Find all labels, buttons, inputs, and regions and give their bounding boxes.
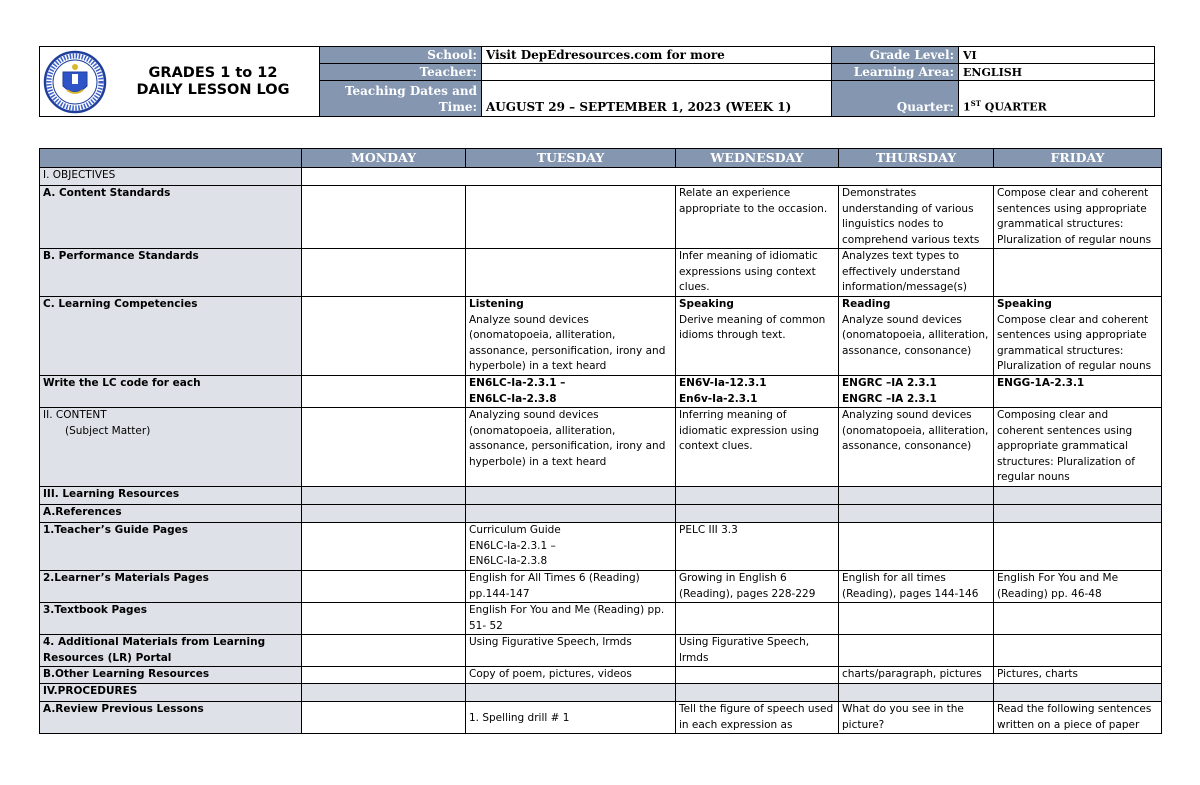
textbook-tue: English For You and Me (Reading) pp. 51- 52 bbox=[466, 603, 676, 635]
learners-materials-thu: English for all times (Reading), pages 144-146 bbox=[839, 571, 994, 603]
content-tue: Analyzing sound devices (onomatopoeia, alliteration, assonance, personification, irony and hyperbole) in a text heard bbox=[466, 408, 676, 487]
lc-code-tue: EN6LC-Ia-2.3.1 – EN6LC-Ia-2.3.8 bbox=[466, 376, 676, 408]
teachers-guide-wed: PELC III 3.3 bbox=[676, 523, 839, 571]
additional-materials-row bbox=[40, 635, 1162, 667]
textbook-row bbox=[40, 603, 1162, 635]
other-resources-tue: Copy of poem, pictures, videos bbox=[466, 667, 676, 684]
content-fri: Composing clear and coherent sentences using appropriate grammatical structures: Pluralization of regular nouns bbox=[994, 408, 1162, 487]
content-standards-fri: Compose clear and coherent sentences using appropriate grammatical structures: Pluralization of regular nouns bbox=[994, 186, 1162, 249]
quarter-label: Quarter: bbox=[832, 81, 959, 117]
title-block bbox=[40, 47, 320, 117]
performance-standards-label: B. Performance Standards bbox=[40, 249, 302, 297]
additional-materials-label: 4. Additional Materials from Learning Resources (LR) Portal bbox=[40, 635, 302, 667]
lc-code-fri: ENGG-1A-2.3.1 bbox=[994, 376, 1162, 408]
grade-level-label: Grade Level: bbox=[832, 47, 959, 64]
additional-materials-tue: Using Figurative Speech, lrmds bbox=[466, 635, 676, 667]
day-monday: MONDAY bbox=[302, 149, 466, 168]
performance-standards-row bbox=[40, 249, 1162, 297]
content-standards-label: A. Content Standards bbox=[40, 186, 302, 249]
title-line-2: DAILY LESSON LOG bbox=[136, 81, 290, 98]
other-resources-fri: Pictures, charts bbox=[994, 667, 1162, 684]
learners-materials-fri: English For You and Me (Reading) pp. 46-48 bbox=[994, 571, 1162, 603]
learning-area-value: ENGLISH bbox=[959, 64, 1155, 81]
review-fri: Read the following sentences written on a piece of paper bbox=[994, 702, 1162, 734]
textbook-label: 3.Textbook Pages bbox=[40, 603, 302, 635]
day-wednesday: WEDNESDAY bbox=[676, 149, 839, 168]
review-thu: What do you see in the picture? bbox=[839, 702, 994, 734]
additional-materials-wed: Using Figurative Speech, lrmds bbox=[676, 635, 839, 667]
content-standards-wed: Relate an experience appropriate to the occasion. bbox=[676, 186, 839, 249]
competencies-tue: Listening Analyze sound devices (onomatopoeia, alliteration, assonance, personification, irony and hyperbole) in a text heard bbox=[466, 297, 676, 376]
learning-resources-label: III. Learning Resources bbox=[40, 487, 302, 505]
references-row bbox=[40, 505, 1162, 523]
teaching-dates-value: AUGUST 29 – SEPTEMBER 1, 2023 (WEEK 1) bbox=[482, 81, 832, 117]
learning-competencies-label: C. Learning Competencies bbox=[40, 297, 302, 376]
school-label: School: bbox=[320, 47, 482, 64]
learning-competencies-row bbox=[40, 297, 1162, 376]
learners-materials-tue: English for All Times 6 (Reading) pp.144-147 bbox=[466, 571, 676, 603]
content-wed: Inferring meaning of idiomatic expression using context clues. bbox=[676, 408, 839, 487]
content-standards-row bbox=[40, 186, 1162, 249]
daily-lesson-log-table bbox=[39, 148, 1162, 734]
other-resources-thu: charts/paragraph, pictures bbox=[839, 667, 994, 684]
objectives-row bbox=[40, 168, 1162, 186]
competencies-wed: Speaking Derive meaning of common idioms through text. bbox=[676, 297, 839, 376]
teacher-value bbox=[482, 64, 832, 81]
content-row bbox=[40, 408, 1162, 487]
other-resources-row bbox=[40, 667, 1162, 684]
title-line-1: GRADES 1 to 12 bbox=[148, 64, 278, 81]
day-friday: FRIDAY bbox=[994, 149, 1162, 168]
learners-materials-row bbox=[40, 571, 1162, 603]
objectives-label: I. OBJECTIVES bbox=[40, 168, 302, 186]
teachers-guide-tue: Curriculum Guide EN6LC-Ia-2.3.1 – EN6LC-Ia-2.3.8 bbox=[466, 523, 676, 571]
learning-area-label: Learning Area: bbox=[832, 64, 959, 81]
day-tuesday: TUESDAY bbox=[466, 149, 676, 168]
day-header-row bbox=[40, 149, 1162, 168]
teachers-guide-label: 1.Teacher’s Guide Pages bbox=[40, 523, 302, 571]
content-thu: Analyzing sound devices (onomatopoeia, alliteration, assonance, consonance) bbox=[839, 408, 994, 487]
lc-code-thu: ENGRC –IA 2.3.1 ENGRC –IA 2.3.1 bbox=[839, 376, 994, 408]
other-resources-label: B.Other Learning Resources bbox=[40, 667, 302, 684]
lc-code-label: Write the LC code for each bbox=[40, 376, 302, 408]
review-wed: Tell the figure of speech used in each expression as bbox=[676, 702, 839, 734]
school-value: Visit DepEdresources.com for more bbox=[482, 47, 832, 64]
teaching-dates-label: Teaching Dates and Time: bbox=[320, 81, 482, 117]
learners-materials-label: 2.Learner’s Materials Pages bbox=[40, 571, 302, 603]
deped-seal-icon bbox=[43, 50, 107, 114]
performance-standards-wed: Infer meaning of idiomatic expressions using context clues. bbox=[676, 249, 839, 297]
competencies-thu: Reading Analyze sound devices (onomatopoeia, alliteration, assonance, consonance) bbox=[839, 297, 994, 376]
performance-standards-thu: Analyzes text types to effectively understand information/message(s) bbox=[839, 249, 994, 297]
teachers-guide-row bbox=[40, 523, 1162, 571]
lc-code-wed: EN6V-Ia-12.3.1 En6v-Ia-2.3.1 bbox=[676, 376, 839, 408]
learners-materials-wed: Growing in English 6 (Reading), pages 228-229 bbox=[676, 571, 839, 603]
day-thursday: THURSDAY bbox=[839, 149, 994, 168]
grade-level-value: VI bbox=[959, 47, 1155, 64]
content-label: II. CONTENT (Subject Matter) bbox=[40, 408, 302, 487]
teacher-label: Teacher: bbox=[320, 64, 482, 81]
references-label: A.References bbox=[40, 505, 302, 523]
lc-code-row bbox=[40, 376, 1162, 408]
procedures-row bbox=[40, 684, 1162, 702]
procedures-label: IV.PROCEDURES bbox=[40, 684, 302, 702]
review-tue: 1. Spelling drill # 1 bbox=[466, 702, 676, 734]
content-standards-thu: Demonstrates understanding of various linguistics nodes to comprehend various texts bbox=[839, 186, 994, 249]
competencies-fri: Speaking Compose clear and coherent sentences using appropriate grammatical structures: Pluralization of regular nouns bbox=[994, 297, 1162, 376]
learning-resources-row bbox=[40, 487, 1162, 505]
review-row bbox=[40, 702, 1162, 734]
review-label: A.Review Previous Lessons bbox=[40, 702, 302, 734]
header-info-table bbox=[39, 46, 1155, 117]
quarter-value: 1ST QUARTER bbox=[959, 81, 1155, 117]
